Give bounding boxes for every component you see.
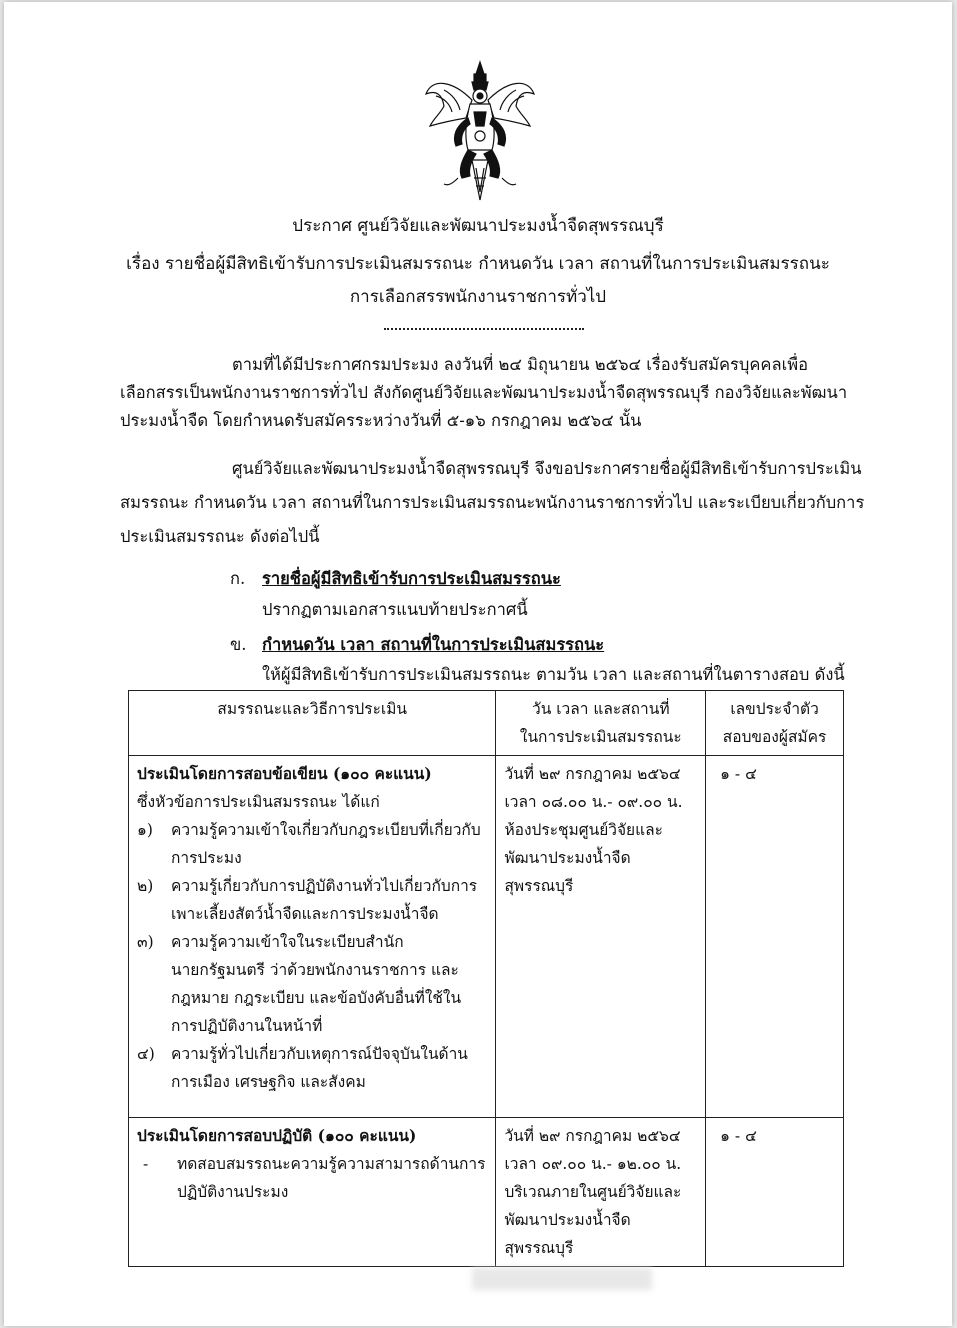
topic-text: ความรู้ความเข้าใจในระเบียบสำนัก นายกรัฐมนตรี ว่าด้วยพนักงานราชการ และ กฎหมาย กฎระเบียบ และข้อบังคับอื่นที่ใช้ใน การปฏิบัติงานในหน้าที่ [171,933,462,1035]
topic-text: ทดสอบสมรรถนะความรู้ความสามารถด้านการ ปฏิบัติงานประมง [177,1155,486,1201]
practical-exam-applicant-ids [706,1118,844,1267]
announce-line-1: ศูนย์วิจัยและพัฒนาประมงน้ำจืดสุพรรณบุรี จึงขอประกาศรายชื่อผู้มีสิทธิเข้ารับการประเมิน [232,459,862,478]
header-applicant-id-line-2: สอบของผู้สมัคร [722,728,827,746]
topic-number: ๑) [137,821,153,839]
announce-paragraph [120,458,865,548]
table-row [129,756,844,1118]
table-header-row [129,691,844,756]
topic-number: ๒) [137,877,154,895]
garuda-emblem-icon [422,60,538,206]
schedule-time: เวลา ๐๙.๐๐ น.- ๑๒.๐๐ น. [504,1155,682,1173]
header-datetime [496,691,706,756]
topic-text: ความรู้ทั่วไปเกี่ยวกับเหตุการณ์ปัจจุบันในด้าน การเมือง เศรษฐกิจ และสังคม [171,1045,468,1091]
header-competency [129,691,496,756]
topic-item [137,1040,487,1096]
schedule-date: วันที่ ๒๙ กรกฎาคม ๒๕๖๔ [504,765,681,783]
header-datetime-line-2: ในการประเมินสมรรถนะ [519,728,682,746]
exam-schedule-table [128,690,844,1267]
practical-exam-schedule [496,1118,706,1267]
topic-item [137,816,487,872]
intro-line-3: ประมงน้ำจืด โดยกำหนดรับสมัครระหว่างวันที่ ๕-๑๖ กรกฎาคม ๒๕๖๔ นั้น [120,411,642,430]
topic-bullet: - [143,1155,149,1173]
written-exam-applicant-ids [706,756,844,1118]
schedule-time: เวลา ๐๘.๐๐ น.- ๐๙.๐๐ น. [504,793,683,811]
practical-exam-title: ประเมินโดยการสอบปฏิบัติ (๑๐๐ คะแนน) [137,1126,417,1145]
header-competency-label: สมรรถนะและวิธีการประเมิน [217,700,408,718]
written-exam-cell [129,756,496,1118]
dotted-divider [384,328,584,330]
intro-line-2: เลือกสรรเป็นพนักงานราชการทั่วไป สังกัดศูนย์วิจัยและพัฒนาประมงน้ำจืดสุพรรณบุรี กองวิจัยและพัฒนา [120,383,848,402]
intro-paragraph [120,354,860,432]
header-datetime-line-1: วัน เวลา และสถานที่ [532,700,670,718]
topic-text: ความรู้เกี่ยวกับการปฏิบัติงานทั่วไปเกี่ยวกับการ เพาะเลี้ยงสัตว์น้ำจืดและการประมงน้ำจืด [171,877,478,923]
header-applicant-id [706,691,844,756]
announcement-title: ประกาศ ศูนย์วิจัยและพัฒนาประมงน้ำจืดสุพรรณบุรี [292,216,664,236]
topic-number: ๓) [137,933,154,951]
schedule-place-cont: พัฒนาประมงน้ำจืดสุพรรณบุรี [504,849,631,895]
header-applicant-id-line-1: เลขประจำตัว [730,700,819,718]
schedule-place-cont: พัฒนาประมงน้ำจืดสุพรรณบุรี [504,1211,631,1257]
document-page [4,2,952,1326]
bleed-through-smudge [472,1268,652,1290]
written-exam-subtitle: ซึ่งหัวข้อการประเมินสมรรถนะ ได้แก่ [137,793,380,811]
written-exam-title: ประเมินโดยการสอบข้อเขียน (๑๐๐ คะแนน) [137,764,432,783]
topic-item [137,872,487,928]
table-row [129,1118,844,1267]
section-b-text: ให้ผู้มีสิทธิเข้ารับการประเมินสมรรถนะ ตามวัน เวลา และสถานที่ในตารางสอบ ดังนี้ [262,665,845,684]
section-b-marker: ข. [230,635,247,654]
applicant-id-range: ๑ - ๔ [720,765,757,783]
section-b-title: กำหนดวัน เวลา สถานที่ในการประเมินสมรรถนะ [262,635,605,654]
schedule-place: บริเวณภายในศูนย์วิจัยและ [504,1183,682,1201]
topic-item [137,1150,487,1206]
topic-text: ความรู้ความเข้าใจเกี่ยวกับกฎระเบียบที่เกี่ยวกับ การประมง [171,821,481,867]
announcement-subject-cont: การเลือกสรรพนักงานราชการทั่วไป [349,287,607,307]
announce-line-3: ประเมินสมรรถนะ ดังต่อไปนี้ [120,527,320,546]
topic-item [137,928,487,1040]
schedule-date: วันที่ ๒๙ กรกฎาคม ๒๕๖๔ [504,1127,681,1145]
announcement-subject: เรื่อง รายชื่อผู้มีสิทธิเข้ารับการประเมินสมรรถนะ กำหนดวัน เวลา สถานที่ในการประเมินสมรรถนะ [126,254,830,274]
section-a-title: รายชื่อผู้มีสิทธิเข้ารับการประเมินสมรรถนะ [262,569,561,588]
section-a-text: ปรากฏตามเอกสารแนบท้ายประกาศนี้ [262,600,528,619]
topic-number: ๔) [137,1045,155,1063]
announce-line-2: สมรรถนะ กำหนดวัน เวลา สถานที่ในการประเมินสมรรถนะพนักงานราชการทั่วไป และระเบียบเกี่ยวกับการ [120,493,865,512]
intro-line-1: ตามที่ได้มีประกาศกรมประมง ลงวันที่ ๒๔ มิถุนายน ๒๕๖๔ เรื่องรับสมัครบุคคลเพื่อ [232,355,809,374]
practical-exam-cell [129,1118,496,1267]
section-a-marker: ก. [230,569,246,588]
applicant-id-range: ๑ - ๔ [720,1127,757,1145]
schedule-place: ห้องประชุมศูนย์วิจัยและ [504,821,663,839]
written-exam-schedule [496,756,706,1118]
